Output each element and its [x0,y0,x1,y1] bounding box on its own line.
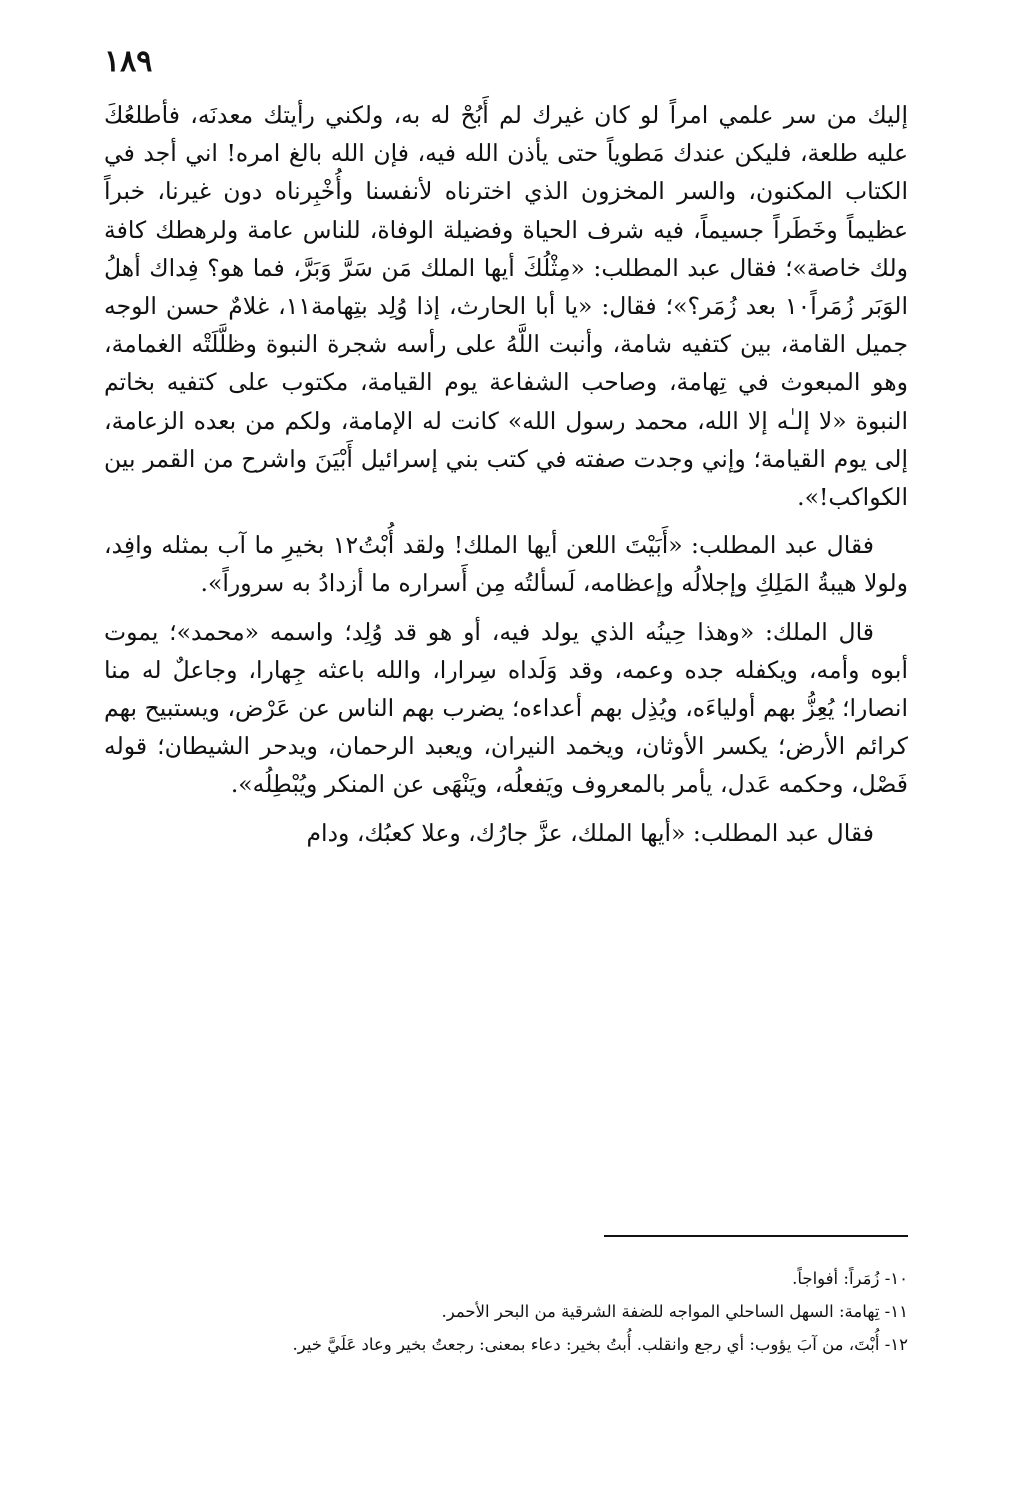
footnote: ١١- تِهامة: السهل الساحلي المواجه للضفة الشرقية من البحر الأحمر. [441,1302,908,1321]
page-number: ١٨٩ [104,44,153,79]
footnotes [104,1262,908,1361]
footnote: ١٠- زُمَراً: أفواجاً. [792,1269,908,1288]
paragraph: فقال عبد المطلب: «أَبَيْتَ اللعن أيها الملك! ولقد أُبْتُ١٢ بخيرِ ما آب بمثله وافِد، ولولا هيبةُ المَلِكِ وإجلالُه وإعظامه، لَسألتُه مِن أَسراره ما أزدادُ به سروراً». [104,531,908,598]
paragraph: قال الملك: «وهذا حِينُه الذي يولد فيه، أو هو قد وُلِد؛ واسمه «محمد»؛ يموت أبوه وأمه، ويكفله جده وعمه، وقد وَلَداه سِرارا، والله باعثه جِهارا، وجاعلٌ له منا انصارا؛ يُعِزُّ بهم أولياءَه، ويُذِل بهم أعداءه؛ يضرب بهم الناس عن عَرْض، ويستبيح بهم كرائم الأرض؛ يكسر الأوثان، ويخمد النيران، ويعبد الرحمان، ويدحر الشيطان؛ قوله فَصْل، وحكمه عَدل، يأمر بالمعروف ويَفعلُه، ويَنْهَى عن المنكر ويُبْطِلُه». [104,617,908,799]
footnote-divider [604,1235,908,1237]
main-text [104,96,908,862]
footnote: ١٢- أُبْتَ، من آبَ يؤوب: أي رجع وانقلب. أُبتُ بخير: دعاء بمعنى: رجعتُ بخير وعاد عَلَيَّ خير. [292,1335,908,1354]
paragraph: إليك من سر علمي امراً لو كان غيرك لم أَبُحْ له به، ولكني رأيتك معدنَه، فأطلعُكَ عليه طلعة، فليكن عندك مَطوياً حتى يأذن الله فيه، فإن الله بالغ امره! اني أجد في الكتاب المكنون، والسر المخزون الذي اخترناه لأنفسنا وأُخْبِرناه دون غيرنا، خبراً عظيماً وخَطَراً جسيماً، فيه شرف الحياة وفضيلة الوفاة، للناس عامة ولرهطك كافة ولك خاصة»؛ فقال عبد المطلب: «مِثْلُكَ أيها الملك مَن سَرَّ وَبَرَّ، فما هو؟ فِداك أهلُ الوَبَر زُمَراً١٠ بعد زُمَر؟»؛ فقال: «يا أبا الحارث، إذا وُلِد بتِهامة١١، غلامٌ حسن الوجه جميل القامة، بين كتفيه شامة، وأنبت اللَّهُ على رأسه شجرة النبوة وظلَّلَتْه الغمامة، وهو المبعوث في تِهامة، وصاحب الشفاعة يوم القيامة، مكتوب على كتفيه بخاتم النبوة «لا إلـٰه إلا الله، محمد رسول الله» كانت له الإمامة، ولكم من بعده الزعامة، إلى يوم القيامة؛ وإني وجدت صفته في كتب بني إسرائيل أَبْيَنَ واشرح من القمر بين الكواكب!». [104,101,908,512]
paragraph: فقال عبد المطلب: «أيها الملك، عزَّ جارُك، وعلا كعبُك، ودام [306,818,874,847]
